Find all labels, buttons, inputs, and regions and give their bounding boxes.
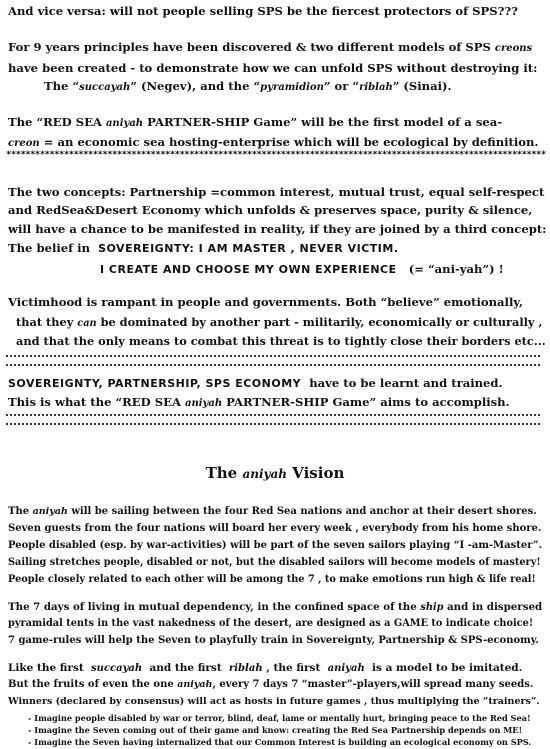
emphasis: aniyah (242, 467, 287, 481)
text: And vice versa: will not people selling SPS be the fiercest protectors of SPS??? (8, 4, 518, 18)
text: (= “ani-yah”) ! (408, 262, 504, 276)
text: This is what the “RED SEA (8, 395, 181, 409)
para9-line1 (8, 661, 522, 676)
text: Winners (declared by consensus) will act as hosts in future games , thus multiplying the “trainers”. (8, 696, 540, 707)
emphasis: creons (494, 43, 533, 54)
para4-line5 (100, 262, 504, 277)
text: 7 game-rules will help the Seven to playfully train in Sovereignty, Partnership & SPS-economy. (8, 635, 539, 646)
text: pyramidal tents in the vast nakedness of the desert, are designed as a GAME to indicate choice! (8, 618, 534, 629)
emphasis: succayah (91, 663, 143, 674)
emphasis: aniyah (105, 118, 144, 129)
text: be dominated by another part - militarily, economically or culturally , (100, 315, 543, 329)
text: The 7 days of living in mutual dependency, in the confined space of the (8, 601, 417, 613)
para8-line2 (8, 617, 533, 631)
create-statement: I CREATE AND CHOOSE MY OWN EXPERIENCE (100, 263, 397, 276)
text: and RedSea&Desert Economy which unfolds & preserves space, purity & silence, (8, 203, 533, 217)
emphasis: creon (8, 138, 40, 149)
dotted-divider (6, 423, 540, 425)
emphasis: riblah (228, 663, 263, 674)
para5-line3 (16, 334, 546, 348)
text: The (8, 506, 30, 517)
para3-line1 (8, 115, 502, 131)
para5-line2 (16, 315, 542, 331)
text: is a model to be imitated. (372, 662, 523, 674)
emphasis: can (77, 318, 97, 329)
text: Victimhood is rampant in people and governments. Both “believe” emotionally, (8, 295, 524, 309)
text: For 9 years principles have been discovered & two different models of SPS (8, 40, 491, 54)
dotted-divider (6, 364, 540, 366)
text: Sailing stretches people, disabled or not, but the disabled sailors will become models of mastery! (8, 557, 541, 568)
para7-line2 (8, 522, 541, 536)
text: - Imagine the Seven coming out of their game and know: creating the Red Sea Partnership depends on ME! (28, 725, 523, 735)
text: that they (16, 315, 74, 329)
text: will be sailing between the four Red Sea nations and anchor at their desert shores. (71, 506, 537, 517)
intro-line (8, 4, 518, 18)
para5-line1 (8, 295, 523, 309)
text: The “RED SEA (8, 115, 102, 129)
imagine-bullet-3 (28, 735, 531, 749)
emphasis: pyramidion (260, 82, 324, 93)
dotted-divider (6, 355, 540, 357)
text: The belief in (8, 241, 90, 255)
text: Vision (292, 464, 345, 482)
emphasis: ship (420, 602, 444, 613)
emphasis: aniyah (327, 663, 365, 674)
para7-line1 (8, 505, 537, 519)
emphasis: riblah (359, 82, 393, 93)
text: ” or “ (323, 79, 360, 93)
para9-line2 (8, 678, 533, 692)
text: - Imagine the Seven having internalized that our Common Interest is building an ecological economy on SPS. (28, 737, 532, 747)
concepts-statement: SOVEREIGNTY, PARTNERSHIP, SPS ECONOMY (8, 377, 302, 390)
text: Seven guests from the four nations will board her every week , everybody from his home shore. (8, 523, 542, 534)
sovereignty-statement: SOVEREIGNTY: I AM MASTER , NEVER VICTIM. (98, 242, 399, 255)
para6-line1 (8, 376, 503, 391)
emphasis: succayah (79, 82, 131, 93)
para4-line4 (8, 241, 399, 256)
dotted-divider (6, 414, 540, 416)
para7-line5 (8, 573, 536, 587)
text: have to be learnt and trained. (309, 376, 503, 390)
star-divider: **************************************************************************************************************** (6, 150, 546, 160)
text: = an economic sea hosting-enterprise which will be ecological by definition. (43, 135, 539, 149)
para2-line2 (8, 61, 537, 75)
para4-line2 (8, 203, 532, 217)
text: have been created - to demonstrate how we can unfold SPS without destroying it: (8, 61, 538, 75)
para2-line1 (8, 40, 532, 56)
para4-line3 (8, 222, 546, 236)
text: The “ (44, 79, 80, 93)
text: People closely related to each other will be among the 7 , to make emotions run high & life real! (8, 574, 536, 585)
emphasis: aniyah (177, 679, 213, 690)
text: , the first (266, 662, 321, 674)
emphasis: aniyah (185, 398, 223, 409)
text: and in dispersed (447, 601, 543, 613)
para9-line3 (8, 695, 540, 709)
text: PARTNER-SHIP Game” aims to accomplish. (226, 395, 510, 409)
text: will have a chance to be manifested in reality, if they are joined by a third concept: (8, 222, 547, 236)
text: PARTNER-SHIP Game” will be the first model of a sea- (147, 115, 503, 129)
text: - Imagine people disabled by war or terror, blind, deaf, lame or mentally hurt, bringing peace to the Red Sea! (28, 713, 531, 723)
text: The two concepts: Partnership =common interest, mutual trust, equal self-respect (8, 185, 545, 199)
text: ” (Sinai). (392, 79, 452, 93)
para3-line2 (8, 135, 539, 151)
para8-line3 (8, 634, 539, 648)
emphasis: aniyah (32, 506, 68, 517)
text: People disabled (esp. by war-activities) will be part of the seven sailors playing “I -am-Master”. (8, 540, 543, 551)
text: But the fruits of even the one (8, 679, 174, 690)
para7-line4 (8, 556, 541, 570)
section-heading (0, 464, 550, 482)
text: , every 7 days 7 “master”-players,will spread many seeds. (212, 679, 534, 690)
para6-line2 (8, 395, 510, 411)
text: Like the first (8, 662, 84, 674)
text: and that the only means to combat this threat is to tightly close their borders etc... (16, 334, 546, 348)
para7-line3 (8, 539, 542, 553)
para4-line1 (8, 185, 544, 199)
text: and the first (149, 662, 222, 674)
para2-line3 (44, 79, 452, 95)
para8-line1 (8, 600, 542, 615)
text: The (205, 464, 238, 482)
text: ” (Negev), and the “ (130, 79, 261, 93)
